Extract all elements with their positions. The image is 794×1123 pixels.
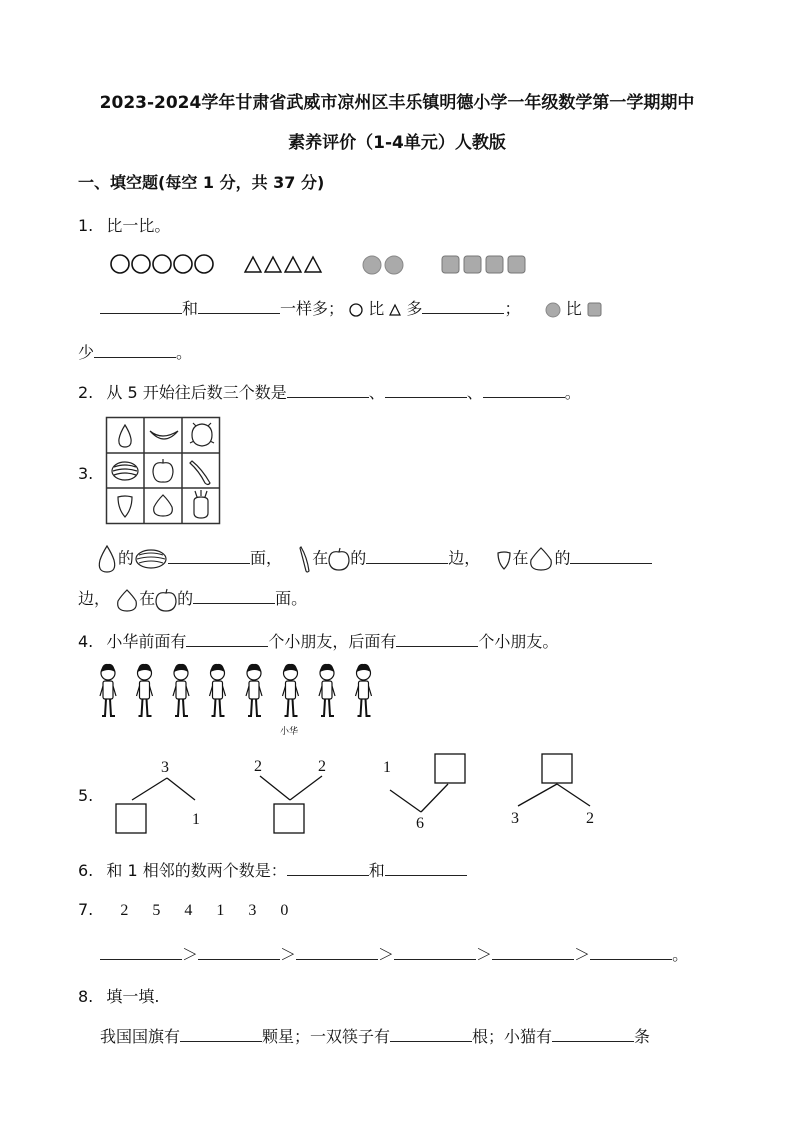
fruit-grid (106, 417, 220, 524)
answer-blank[interactable] (180, 1026, 262, 1042)
child-figure (100, 664, 116, 716)
answer-blank[interactable] (390, 1026, 472, 1042)
answer-blank[interactable] (385, 860, 467, 876)
answer-box (435, 754, 465, 783)
q7-answer-line (100, 942, 688, 965)
title-line-2: 素养评价（1-4单元）人教版 (288, 133, 506, 153)
answer-blank[interactable] (396, 631, 478, 647)
child-figure (356, 664, 372, 716)
answer-blank[interactable] (287, 860, 369, 876)
child-figure (210, 664, 226, 716)
child-figure (137, 664, 153, 716)
answer-blank[interactable] (100, 298, 182, 314)
q3-line-1: 的 面， 在 的 边， 在 的 (96, 544, 652, 574)
child-figure (173, 664, 189, 716)
q1-line-2: 少 。 (78, 343, 193, 362)
answer-blank[interactable] (287, 382, 369, 398)
sequence-number: 1 (216, 902, 225, 919)
watermelon-icon (134, 548, 168, 570)
apple-icon (328, 547, 350, 571)
answer-blank[interactable] (492, 944, 574, 960)
answer-blank[interactable] (483, 382, 565, 398)
answer-blank[interactable] (385, 382, 467, 398)
question-1 (78, 213, 170, 236)
answer-blank[interactable] (570, 548, 652, 564)
greater-than-sign: ＞ (378, 945, 395, 964)
q3-line-2: 边， 在 的 面。 (78, 586, 307, 613)
question-7: 7. 2 5 4 1 3 0 (78, 900, 312, 920)
answer-blank[interactable] (552, 1026, 634, 1042)
xiaohua-label: 小华 (280, 727, 299, 737)
sequence-number: 4 (184, 902, 193, 919)
pear-icon (96, 544, 118, 574)
gray-squares-group (442, 256, 525, 273)
sequence-number: 5 (152, 902, 161, 919)
q8-line-1: 我国国旗有 颗星；一双筷子有 根；小猫有 条 (100, 1027, 651, 1046)
shapes-row (108, 252, 538, 278)
answer-blank[interactable] (366, 548, 448, 564)
answer-blank[interactable] (422, 298, 504, 314)
number-list (120, 902, 312, 919)
gray-dots-group (363, 256, 403, 274)
tree2-right: 2 (318, 758, 326, 775)
question-4: 4. 小华前面有 个小朋友，后面有 个小朋友。 (78, 632, 559, 651)
gray-dot-icon (545, 302, 561, 318)
answer-blank[interactable] (198, 298, 280, 314)
cucumber-icon (190, 461, 210, 485)
pineapple-icon (194, 490, 208, 518)
answer-box (274, 804, 304, 833)
question-3-number: 3. (78, 464, 94, 483)
child-figure (319, 664, 335, 716)
tree4-right: 2 (586, 810, 594, 827)
sequence-number: 0 (280, 902, 289, 919)
answer-blank[interactable] (296, 944, 378, 960)
number-trees (100, 752, 620, 842)
answer-box (116, 804, 146, 833)
answer-blank[interactable] (394, 944, 476, 960)
circle-icon (349, 303, 363, 317)
answer-blank[interactable] (100, 944, 182, 960)
strawberry-icon (496, 547, 512, 571)
pear-icon (115, 587, 139, 613)
pear-icon (119, 425, 131, 447)
strawberry-icon (118, 496, 132, 517)
tree3-bottom: 6 (416, 815, 424, 832)
title-line-1: 2023-2024学年甘肃省武威市凉州区丰乐镇明德小学一年级数学第一学期期中 (99, 93, 695, 113)
question-6: 6. 和 1 相邻的数两个数是： 和 (78, 858, 467, 881)
question-8: 8. 填一填. (78, 987, 160, 1006)
section-heading-1: 一、填空题(每空 1 分，共 37 分) (78, 173, 325, 192)
triangles-group (245, 257, 321, 272)
children-row (96, 664, 386, 724)
triangle-icon (389, 304, 401, 316)
pear-icon (528, 545, 554, 573)
cucumber-icon (298, 545, 312, 573)
question-5-number: 5. (78, 786, 94, 805)
apple-icon (153, 459, 173, 482)
sequence-number: 3 (248, 902, 257, 919)
answer-blank[interactable] (168, 548, 250, 564)
greater-than-sign: ＞ (574, 945, 591, 964)
sequence-number: 2 (120, 902, 129, 919)
answer-blank[interactable] (198, 944, 280, 960)
greater-than-sign: ＞ (182, 945, 199, 964)
tree1-right: 1 (192, 811, 200, 828)
banana-icon (150, 431, 178, 439)
tree1-top: 3 (161, 759, 169, 776)
dragon-fruit-icon (190, 423, 214, 446)
child-figure (283, 664, 299, 716)
tree4-left: 3 (511, 810, 519, 827)
apple-icon (155, 588, 177, 612)
q1-line-1: 和 一样多； 比 多 ； 比 (100, 296, 602, 319)
question-number: 1. (78, 216, 94, 235)
question-text: 比一比。 (106, 216, 171, 235)
answer-blank[interactable] (193, 588, 275, 604)
answer-box (542, 754, 572, 783)
period: 。 (672, 945, 689, 964)
pear-icon (154, 495, 173, 516)
answer-blank[interactable] (186, 631, 268, 647)
answer-blank[interactable] (590, 944, 672, 960)
circles-group (111, 255, 213, 273)
greater-than-sign: ＞ (476, 945, 493, 964)
child-figure (246, 664, 262, 716)
answer-blank[interactable] (94, 342, 176, 358)
question-2: 2. 从 5 开始往后数三个数是 、 、 。 (78, 383, 581, 402)
gray-square-icon (587, 302, 602, 317)
tree3-left: 1 (383, 759, 391, 776)
tree2-left: 2 (254, 758, 262, 775)
greater-than-sign: ＞ (280, 945, 297, 964)
